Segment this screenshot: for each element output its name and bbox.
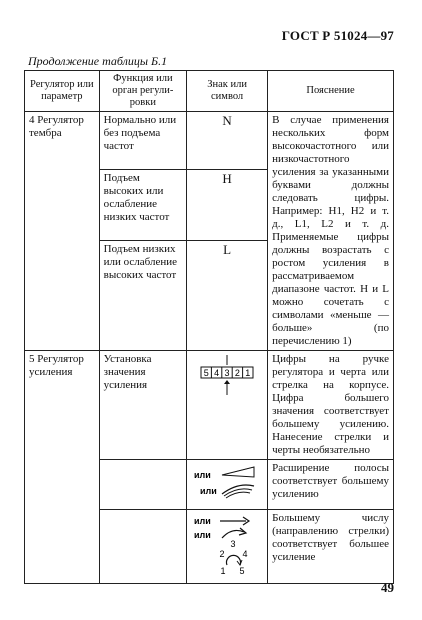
table-header-row (25, 71, 394, 112)
symbol-cell (187, 351, 268, 460)
symbol-cell: H (187, 169, 268, 240)
symbol-cell: L (187, 240, 268, 350)
function-cell: Нормально или без подъема частот (99, 112, 186, 170)
header-symbol: Знак или символ (187, 71, 268, 112)
arrow-dial-icon (192, 512, 262, 578)
dial-digit: 5 (239, 566, 245, 576)
digit-label: 2 (234, 368, 241, 378)
function-cell (99, 460, 186, 510)
digit-label: 3 (224, 368, 230, 378)
ili-label: или (200, 486, 217, 496)
note-tone-control: В случае применения нескольких форм высокочастотного или низкочастотного усиления за указанными буквами должны следовать цифры. Например: H1, H2 и т. д., L1, L2 и т. д. Применяемые цифры должны возрастать с ростом усиления в рассматриваемом диапазоне частот. H и L можно сочетать с символами «меньше — больше» (по перечислению 1) (268, 112, 394, 351)
standard-number: ГОСТ Р 51024—97 (281, 28, 394, 43)
regulator-table (24, 70, 394, 584)
table-row (25, 112, 394, 170)
header-function: Функция или орган регули-ровки (99, 71, 186, 112)
ili-label: или (194, 530, 211, 540)
digit-label: 1 (245, 368, 251, 378)
dial-digit: 3 (230, 539, 236, 549)
note-cell: Цифры на ручке регулятора и черта или стрелка на корпусе. Цифра большего значения соответствует большему усилению. Нанесение стрелки и черты необязательно (268, 351, 394, 460)
table-row (25, 351, 394, 460)
function-cell: Установка значения усиления (99, 351, 186, 460)
symbol-cell (187, 460, 268, 510)
symbol-cell: N (187, 112, 268, 170)
page-number: 49 (381, 580, 394, 595)
dial-digit: 4 (242, 549, 248, 559)
symbol-cell (187, 510, 268, 584)
digit-label: 4 (214, 368, 220, 378)
dial-digit: 2 (219, 549, 225, 559)
ili-label: или (194, 470, 211, 480)
function-cell: Подъем высоких или ослабление низких частот (99, 169, 186, 240)
ili-label: или (194, 516, 211, 526)
note-cell: Расширение полосы соответствует большему усилению (268, 460, 394, 510)
function-cell: Подъем низких или ослабление высоких частот (99, 240, 186, 350)
note-cell: Большему числу (направлению стрелки) соответствует большее усиление (268, 510, 394, 584)
header-explanation: Пояснение (268, 71, 394, 112)
table-continuation-caption: Продолжение таблицы Б.1 (28, 54, 168, 68)
digit-scale-icon (197, 353, 257, 397)
function-cell (99, 510, 186, 584)
dial-digit: 1 (220, 566, 226, 576)
param-gain-control: 5 Регулятор усиления (25, 351, 100, 584)
header-parameter: Регулятор или параметр (25, 71, 100, 112)
wedge-symbol-icon (192, 462, 262, 502)
digit-label: 5 (203, 368, 209, 378)
param-tone-control: 4 Регулятор тембра (25, 112, 100, 351)
